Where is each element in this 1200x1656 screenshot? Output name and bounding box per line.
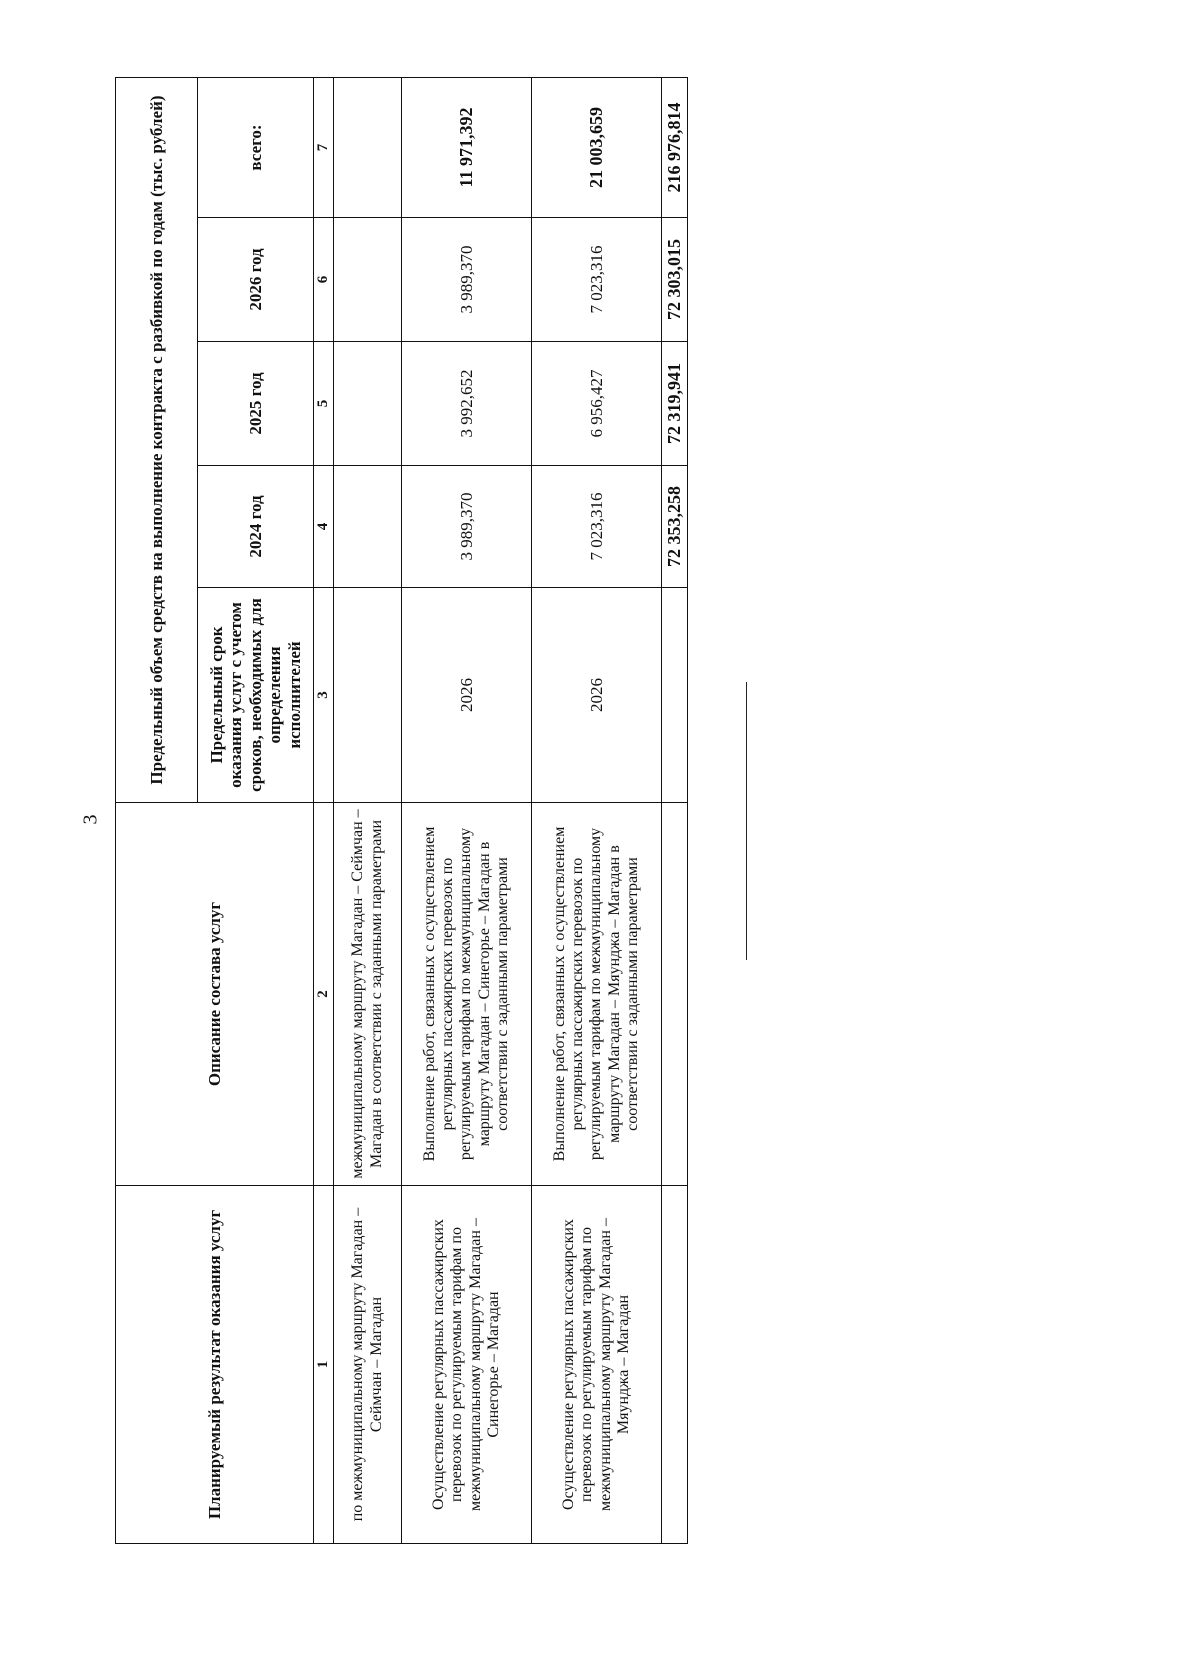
header-planned-result: Планируемый результат оказания услуг xyxy=(116,1186,314,1544)
row2-result: Осуществление регулярных пассажирских перевозок по регулируемым тарифам по межмуниципальному маршруту Магадан – Синегорье – Магадан xyxy=(402,1186,532,1544)
page-number: 3 xyxy=(79,814,102,825)
header-services-description: Описание состава услуг xyxy=(116,803,314,1186)
header-year-2025: 2025 год xyxy=(198,342,314,466)
row2-2026: 3 989,370 xyxy=(402,218,532,342)
totals-2025: 72 319,941 xyxy=(662,342,688,466)
header-year-2024: 2024 год xyxy=(198,466,314,588)
row2-description: Выполнение работ, связанных с осуществлением регулярных пассажирских перевозок по регулируемым тарифам по межмуниципальному маршруту Магадан – Синегорье – Магадан в соответствии с заданными параметрами xyxy=(402,803,532,1186)
table-row xyxy=(402,77,532,1543)
row2-2024: 3 989,370 xyxy=(402,466,532,588)
totals-2026: 72 303,015 xyxy=(662,218,688,342)
col-number-5: 5 xyxy=(314,342,334,466)
row2-total: 11 971,392 xyxy=(402,77,532,217)
table-row xyxy=(334,77,402,1543)
col-number-7: 7 xyxy=(314,77,334,217)
table-canvas xyxy=(115,78,684,1544)
totals-empty-1 xyxy=(662,1186,688,1544)
col-number-1: 1 xyxy=(314,1186,334,1544)
row3-description: Выполнение работ, связанных с осуществлением регулярных пассажирских перевозок по регулируемым тарифам по межмуниципальному маршруту Магадан – Мяунджа – Магадан в соответствии с заданными параметрами xyxy=(532,803,662,1186)
header-funding-limit-group: Предельный объем средств на выполнение контракта с разбивкой по годам (тыс. рублей) xyxy=(116,77,198,802)
row1-result: по межмуниципальному маршруту Магадан – Сеймчан – Магадан xyxy=(334,1186,402,1544)
totals-all: 216 976,814 xyxy=(662,77,688,217)
row3-result: Осуществление регулярных пассажирских перевозок по регулируемым тарифам по межмуниципальному маршруту Магадан – Мяунджа – Магадан xyxy=(532,1186,662,1544)
row3-2024: 7 023,316 xyxy=(532,466,662,588)
row2-term: 2026 xyxy=(402,588,532,803)
totals-2024: 72 353,258 xyxy=(662,466,688,588)
row1-2024 xyxy=(334,466,402,588)
totals-empty-3 xyxy=(662,588,688,803)
row1-2025 xyxy=(334,342,402,466)
col-number-6: 6 xyxy=(314,218,334,342)
row3-2025: 6 956,427 xyxy=(532,342,662,466)
header-total: всего: xyxy=(198,77,314,217)
budget-table xyxy=(115,77,688,1544)
totals-empty-2 xyxy=(662,803,688,1186)
row3-term: 2026 xyxy=(532,588,662,803)
header-year-2026: 2026 год xyxy=(198,218,314,342)
row1-term xyxy=(334,588,402,803)
totals-row xyxy=(662,77,688,1543)
rotated-table-wrapper xyxy=(115,78,684,1544)
row3-2026: 7 023,316 xyxy=(532,218,662,342)
row1-total xyxy=(334,77,402,217)
row1-description: межмуниципальному маршруту Магадан – Сеймчан – Магадан в соответствии с заданными параметрами xyxy=(334,803,402,1186)
col-number-2: 2 xyxy=(314,803,334,1186)
table-row xyxy=(532,77,662,1543)
row1-2026 xyxy=(334,218,402,342)
row2-2025: 3 992,652 xyxy=(402,342,532,466)
row3-total: 21 003,659 xyxy=(532,77,662,217)
col-number-4: 4 xyxy=(314,466,334,588)
col-number-3: 3 xyxy=(314,588,334,803)
end-divider-line xyxy=(746,682,747,960)
header-deadline: Предельный срок оказания услуг с учетом сроков, необходимых для определения исполнителей xyxy=(198,588,314,803)
